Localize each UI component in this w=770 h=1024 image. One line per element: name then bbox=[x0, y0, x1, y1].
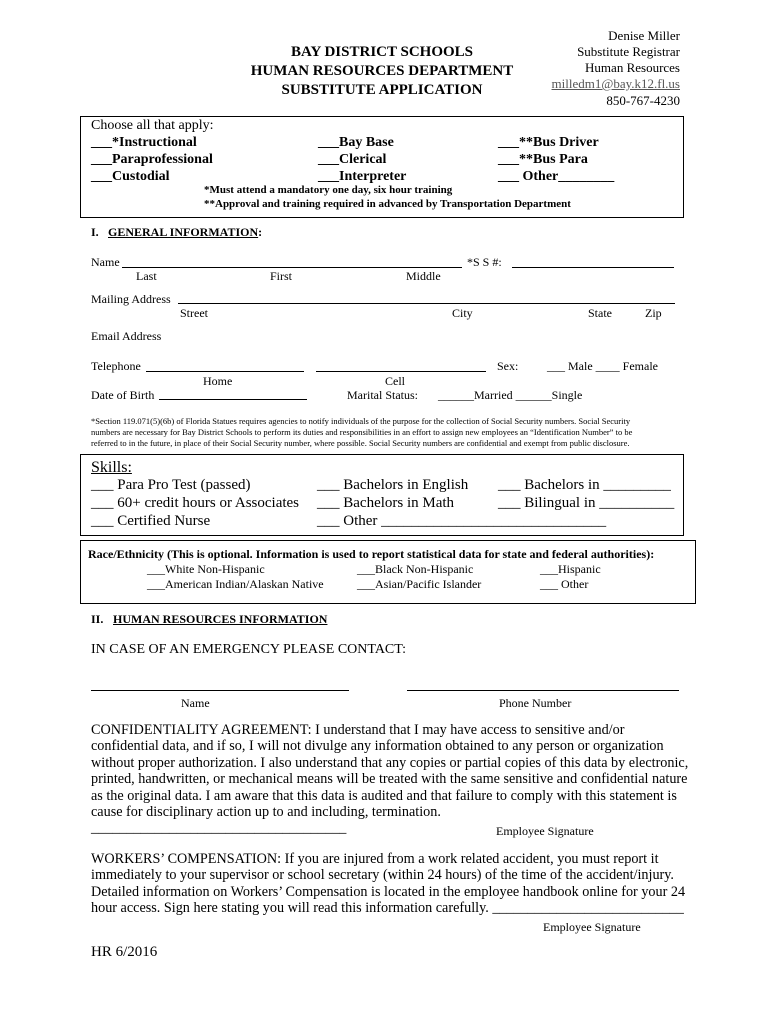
name-label: Name bbox=[91, 255, 120, 269]
section-2-number: II. bbox=[91, 612, 104, 626]
race-white[interactable]: ___White Non-Hispanic bbox=[147, 562, 265, 576]
name-first-caption: First bbox=[270, 269, 293, 283]
race-other[interactable]: ___ Other bbox=[540, 577, 589, 591]
contact-phone: 850-767-4230 bbox=[606, 93, 680, 108]
name-last-caption: Last bbox=[136, 269, 157, 283]
mailing-address-field[interactable] bbox=[178, 303, 675, 304]
mailing-address-label: Mailing Address bbox=[91, 292, 171, 306]
emergency-contact-heading: IN CASE OF AN EMERGENCY PLEASE CONTACT: bbox=[91, 642, 407, 657]
race-american-indian[interactable]: ___American Indian/Alaskan Native bbox=[147, 577, 324, 591]
section-2-title: HUMAN RESOURCES INFORMATION bbox=[113, 612, 328, 626]
contact-email-link[interactable]: milledm1@bay.k12.fl.us bbox=[551, 76, 680, 91]
section-1-colon: : bbox=[258, 225, 263, 239]
positions-note-1: *Must attend a mandatory one day, six hour training bbox=[204, 184, 453, 196]
telephone-label: Telephone bbox=[91, 359, 141, 373]
name-field[interactable] bbox=[122, 267, 462, 268]
skill-bilingual[interactable]: ___ Bilingual in __________ bbox=[498, 495, 675, 511]
city-caption: City bbox=[452, 306, 473, 320]
race-black[interactable]: ___Black Non-Hispanic bbox=[357, 562, 474, 576]
ssn-label: *S S #: bbox=[467, 255, 502, 269]
email-label: Email Address bbox=[91, 329, 162, 343]
section-1-number: I. bbox=[91, 225, 99, 239]
name-middle-caption: Middle bbox=[406, 269, 441, 283]
form-code: HR 6/2016 bbox=[91, 944, 158, 960]
position-interpreter[interactable]: ___Interpreter bbox=[318, 169, 407, 184]
title-line-1: BAY DISTRICT SCHOOLS bbox=[290, 44, 473, 60]
cell-caption: Cell bbox=[385, 374, 405, 388]
workers-signature-caption: Employee Signature bbox=[543, 920, 641, 934]
sex-label: Sex: bbox=[497, 359, 519, 373]
skill-bachelors-in[interactable]: ___ Bachelors in _________ bbox=[498, 477, 671, 493]
position-bus-para[interactable]: ___**Bus Para bbox=[498, 152, 588, 167]
positions-prompt: Choose all that apply: bbox=[91, 118, 214, 133]
title-line-3: SUBSTITUTE APPLICATION bbox=[281, 82, 483, 98]
position-other[interactable]: ___ Other________ bbox=[498, 169, 615, 184]
skill-other[interactable]: ___ Other ______________________________ bbox=[317, 513, 607, 529]
contact-name: Denise Miller bbox=[608, 28, 680, 43]
skill-para-pro[interactable]: ___ Para Pro Test (passed) bbox=[91, 477, 251, 493]
street-caption: Street bbox=[180, 306, 208, 320]
confidentiality-agreement: CONFIDENTIALITY AGREEMENT: I understand that I may have access to sensitive and/or confidential data, and if so, I will not divulge any information obtained to any person or organization without proper authorization. I also understand that any copies or partial copies of this data by electronic, printed, handwritten, or mechanical means will be treated with the same sensitive and confidential nature as the original data. I am aware that this data is audited and that failure to comply with this statement is cause for disciplinary action up to and including, termination. ____________________________________ bbox=[91, 722, 689, 837]
position-bay-base[interactable]: ___Bay Base bbox=[318, 135, 394, 150]
position-bus-driver[interactable]: ___**Bus Driver bbox=[498, 135, 599, 150]
workers-compensation: WORKERS’ COMPENSATION: If you are injured from a work related accident, you must report it immediately to your supervisor or school secretary (within 24 hours) of the time of the accident/injury. Detailed information on Workers’ Compensation is located in the employee handbook online for your 24 hour access. Sign here stating you will read this information carefully. ___________________________ bbox=[91, 851, 686, 917]
race-ethnicity-heading: Race/Ethnicity (This is optional. Information is used to report statistical data for state and federal authorities): bbox=[88, 547, 655, 561]
ssn-field[interactable] bbox=[512, 267, 674, 268]
position-custodial[interactable]: ___Custodial bbox=[91, 169, 170, 184]
skill-certified-nurse[interactable]: ___ Certified Nurse bbox=[91, 513, 211, 529]
zip-caption: Zip bbox=[645, 306, 662, 320]
skill-bachelors-math[interactable]: ___ Bachelors in Math bbox=[317, 495, 455, 511]
title-line-2: HUMAN RESOURCES DEPARTMENT bbox=[250, 63, 514, 79]
position-instructional[interactable]: ___*Instructional bbox=[91, 135, 197, 150]
home-caption: Home bbox=[203, 374, 233, 388]
positions-note-2: **Approval and training required in advanced by Transportation Department bbox=[204, 198, 571, 210]
box-top-divider bbox=[80, 116, 528, 117]
skill-bachelors-english[interactable]: ___ Bachelors in English bbox=[317, 477, 469, 493]
emergency-phone-field[interactable] bbox=[407, 690, 679, 691]
marital-status-label: Marital Status: bbox=[347, 388, 418, 402]
contact-role: Substitute Registrar bbox=[577, 44, 680, 59]
marital-status-options[interactable]: ______Married ______Single bbox=[438, 388, 583, 402]
state-caption: State bbox=[588, 306, 612, 320]
home-phone-field[interactable] bbox=[146, 371, 304, 372]
dob-field[interactable] bbox=[159, 399, 307, 400]
ssn-privacy-notice: *Section 119.071(5)(6b) of Florida Statues requires agencies to notify individuals of the purpose for the collection of Social Security numbers. Social Security numbers are necessary for Bay District Schools to perform its duties and responsibilities in an effort to assign new employees an “Identification Number” to be referred to in the future, in place of their Social Security number, where possible. Social Security numbers are confidential and exempt from public disclosure. bbox=[91, 416, 633, 448]
position-clerical[interactable]: ___Clerical bbox=[318, 152, 387, 167]
race-asian[interactable]: ___Asian/Pacific Islander bbox=[357, 577, 482, 591]
dob-label: Date of Birth bbox=[91, 388, 155, 402]
section-1-title: GENERAL INFORMATION bbox=[108, 225, 259, 239]
contact-department: Human Resources bbox=[585, 60, 680, 75]
cell-phone-field[interactable] bbox=[316, 371, 486, 372]
position-paraprofessional[interactable]: ___Paraprofessional bbox=[91, 152, 213, 167]
emergency-name-field[interactable] bbox=[91, 690, 349, 691]
confidentiality-signature-caption: Employee Signature bbox=[496, 824, 594, 838]
section-1-heading bbox=[108, 225, 262, 240]
skills-title: Skills: bbox=[91, 459, 132, 476]
skill-credit-hours[interactable]: ___ 60+ credit hours or Associates bbox=[91, 495, 300, 511]
emergency-name-caption: Name bbox=[181, 696, 210, 710]
race-hispanic[interactable]: ___Hispanic bbox=[540, 562, 601, 576]
sex-options[interactable]: ___ Male ____ Female bbox=[547, 359, 658, 373]
emergency-phone-caption: Phone Number bbox=[499, 696, 572, 710]
